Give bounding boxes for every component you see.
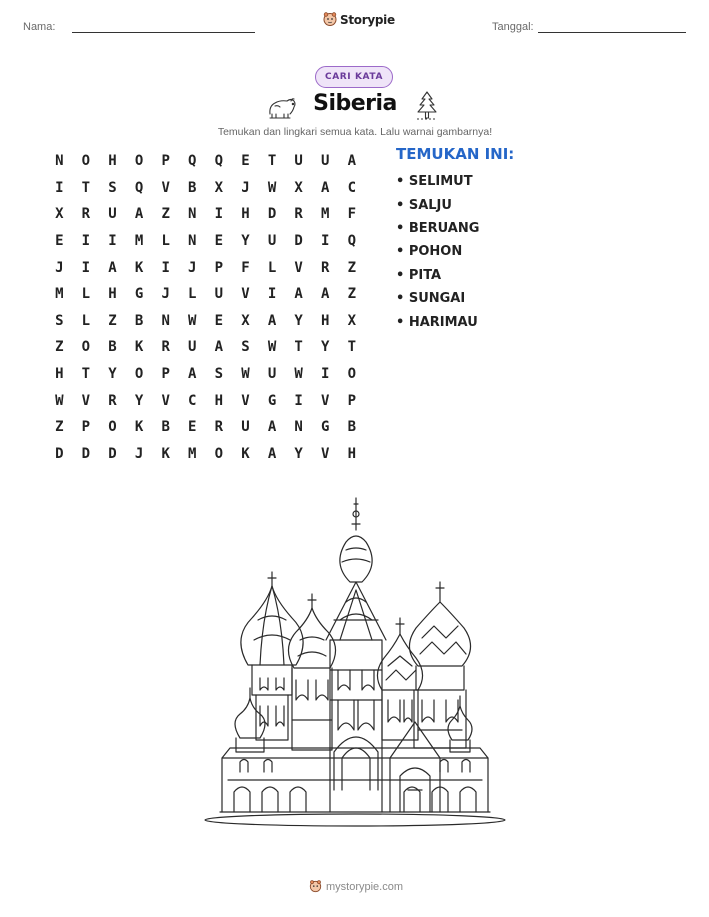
grid-cell[interactable]: M	[55, 286, 64, 303]
grid-cell[interactable]: U	[188, 339, 197, 356]
grid-cell[interactable]: P	[347, 392, 357, 409]
bear-icon	[266, 92, 298, 120]
grid-cell[interactable]: S	[108, 179, 117, 196]
grid-cell[interactable]: A	[267, 445, 277, 462]
grid-cell[interactable]: U	[241, 419, 250, 436]
grid-cell[interactable]: C	[188, 392, 197, 409]
grid-cell[interactable]: V	[241, 286, 250, 303]
grid-cell[interactable]: J	[161, 286, 170, 303]
grid-cell[interactable]: A	[347, 153, 357, 170]
grid-cell[interactable]: V	[294, 259, 303, 276]
grid-cell[interactable]: V	[321, 392, 330, 409]
grid-cell[interactable]: Z	[347, 259, 357, 276]
grid-cell[interactable]: Y	[241, 233, 250, 250]
grid-cell[interactable]: D	[108, 445, 117, 462]
grid-cell[interactable]: Y	[321, 339, 330, 356]
grid-cell[interactable]: I	[321, 366, 330, 383]
grid-cell[interactable]: U	[294, 153, 303, 170]
grid-cell[interactable]: I	[321, 233, 330, 250]
grid-cell[interactable]: L	[188, 286, 197, 303]
grid-cell[interactable]: H	[214, 392, 224, 409]
grid-cell[interactable]: U	[267, 366, 277, 383]
grid-cell[interactable]: X	[347, 312, 357, 329]
grid-cell[interactable]: V	[81, 392, 91, 409]
grid-cell[interactable]: O	[134, 153, 144, 170]
grid-cell[interactable]: E	[214, 312, 224, 329]
grid-cell[interactable]: B	[134, 312, 144, 329]
grid-cell[interactable]: H	[108, 153, 117, 170]
grid-cell[interactable]: O	[81, 153, 91, 170]
grid-cell[interactable]: B	[347, 419, 357, 436]
grid-cell[interactable]: T	[294, 339, 303, 356]
grid-cell[interactable]: N	[188, 206, 197, 223]
date-label: Tanggal:	[492, 21, 534, 33]
grid-cell[interactable]: H	[321, 312, 330, 329]
grid-cell[interactable]: U	[108, 206, 117, 223]
grid-cell[interactable]: W	[55, 392, 64, 409]
grid-cell[interactable]: R	[294, 206, 303, 223]
grid-cell[interactable]: A	[214, 339, 224, 356]
grid-cell[interactable]: Q	[134, 179, 144, 196]
grid-cell[interactable]: T	[81, 179, 91, 196]
grid-cell[interactable]: X	[214, 179, 224, 196]
grid-cell[interactable]: R	[214, 419, 224, 436]
brand-name: Storypie	[340, 12, 395, 27]
grid-cell[interactable]: S	[55, 312, 64, 329]
grid-cell[interactable]: I	[161, 259, 170, 276]
grid-cell[interactable]: W	[267, 179, 277, 196]
grid-cell[interactable]: N	[294, 419, 303, 436]
grid-cell[interactable]: P	[214, 259, 224, 276]
grid-cell[interactable]: R	[81, 206, 91, 223]
grid-cell[interactable]: I	[108, 233, 117, 250]
grid-cell[interactable]: H	[55, 366, 64, 383]
grid-cell[interactable]: N	[161, 312, 170, 329]
grid-cell[interactable]: V	[241, 392, 250, 409]
grid-cell[interactable]: L	[267, 259, 277, 276]
grid-cell[interactable]: B	[108, 339, 117, 356]
grid-cell[interactable]: A	[267, 312, 277, 329]
grid-cell[interactable]: G	[267, 392, 277, 409]
grid-cell[interactable]: Z	[108, 312, 117, 329]
grid-cell[interactable]: A	[188, 366, 197, 383]
storypie-mascot-icon	[323, 12, 337, 27]
grid-cell[interactable]: O	[108, 419, 117, 436]
grid-cell[interactable]: S	[214, 366, 224, 383]
grid-cell[interactable]: F	[347, 206, 357, 223]
grid-cell[interactable]: T	[267, 153, 277, 170]
grid-cell[interactable]: L	[161, 233, 170, 250]
grid-cell[interactable]: R	[108, 392, 117, 409]
grid-cell[interactable]: W	[294, 366, 303, 383]
grid-cell[interactable]: V	[321, 445, 330, 462]
grid-cell[interactable]: H	[108, 286, 117, 303]
grid-cell[interactable]: A	[267, 419, 277, 436]
grid-cell[interactable]: M	[188, 445, 197, 462]
grid-cell[interactable]: Q	[188, 153, 197, 170]
grid-cell[interactable]: T	[81, 366, 91, 383]
grid-cell[interactable]: T	[347, 339, 357, 356]
grid-cell[interactable]: A	[294, 286, 303, 303]
grid-cell[interactable]: K	[241, 445, 250, 462]
grid-cell[interactable]: W	[267, 339, 277, 356]
word-list	[396, 170, 479, 334]
grid-cell[interactable]: A	[321, 286, 330, 303]
grid-cell[interactable]: Z	[55, 419, 64, 436]
grid-cell[interactable]: G	[321, 419, 330, 436]
word-list-item: • HARIMAU	[396, 314, 478, 330]
grid-cell[interactable]: G	[134, 286, 144, 303]
name-line	[72, 32, 255, 33]
grid-cell[interactable]: P	[161, 366, 170, 383]
grid-cell[interactable]: K	[134, 259, 144, 276]
grid-cell[interactable]: X	[294, 179, 303, 196]
grid-cell[interactable]: I	[214, 206, 224, 223]
grid-cell[interactable]: U	[214, 286, 224, 303]
grid-cell[interactable]: O	[347, 366, 357, 383]
grid-cell[interactable]: A	[134, 206, 144, 223]
word-search-grid	[46, 148, 365, 467]
grid-cell[interactable]: K	[134, 419, 144, 436]
footer	[309, 880, 403, 893]
word-list-item: • BERUANG	[396, 220, 480, 236]
grid-cell[interactable]: M	[134, 233, 144, 250]
grid-cell[interactable]: S	[241, 339, 250, 356]
grid-cell[interactable]: O	[214, 445, 224, 462]
word-list-title: TEMUKAN INI:	[396, 145, 515, 163]
grid-cell[interactable]: M	[321, 206, 330, 223]
grid-cell[interactable]: H	[241, 206, 250, 223]
grid-cell[interactable]: X	[55, 206, 64, 223]
grid-cell[interactable]: D	[55, 445, 64, 462]
grid-cell[interactable]: C	[347, 179, 357, 196]
grid-cell[interactable]: P	[161, 153, 170, 170]
word-list-item: • PITA	[396, 267, 442, 283]
grid-cell[interactable]: A	[321, 179, 330, 196]
grid-cell[interactable]: L	[81, 286, 91, 303]
grid-cell[interactable]: J	[55, 259, 64, 276]
grid-cell[interactable]: E	[241, 153, 250, 170]
grid-cell[interactable]: E	[214, 233, 224, 250]
grid-cell[interactable]: O	[134, 366, 144, 383]
grid-cell[interactable]: B	[161, 419, 170, 436]
word-list-item: • POHON	[396, 244, 463, 260]
grid-cell[interactable]: V	[161, 392, 170, 409]
grid-cell[interactable]: W	[241, 366, 250, 383]
grid-cell[interactable]: Y	[134, 392, 144, 409]
storypie-mascot-icon	[309, 880, 322, 893]
grid-cell[interactable]: V	[161, 179, 170, 196]
cathedral-coloring-illustration	[200, 490, 510, 830]
grid-cell[interactable]: R	[321, 259, 330, 276]
grid-cell[interactable]: I	[81, 259, 91, 276]
grid-cell[interactable]: D	[294, 233, 303, 250]
grid-cell[interactable]: P	[81, 419, 91, 436]
grid-cell[interactable]: I	[267, 286, 277, 303]
grid-cell[interactable]: Y	[294, 312, 303, 329]
grid-cell[interactable]: U	[267, 233, 277, 250]
grid-cell[interactable]: Z	[347, 286, 357, 303]
grid-cell[interactable]: O	[81, 339, 91, 356]
grid-cell[interactable]: R	[161, 339, 170, 356]
grid-cell[interactable]: Y	[108, 366, 117, 383]
grid-cell[interactable]: Z	[55, 339, 64, 356]
grid-cell[interactable]: W	[188, 312, 197, 329]
grid-cell[interactable]: E	[55, 233, 64, 250]
grid-cell[interactable]: N	[55, 153, 64, 170]
grid-cell[interactable]: L	[81, 312, 91, 329]
grid-cell[interactable]: H	[347, 445, 357, 462]
brand-logo	[323, 12, 395, 27]
grid-cell[interactable]: Q	[214, 153, 224, 170]
date-line	[538, 32, 686, 33]
activity-badge: CARI KATA	[315, 66, 393, 88]
word-list-item: • SELIMUT	[396, 174, 473, 190]
grid-cell[interactable]: I	[294, 392, 303, 409]
grid-cell[interactable]: F	[241, 259, 250, 276]
grid-cell[interactable]: D	[267, 206, 277, 223]
pine-tree-icon	[414, 90, 440, 122]
grid-cell[interactable]: A	[108, 259, 117, 276]
grid-cell[interactable]: J	[241, 179, 250, 196]
page-title: Siberia	[313, 91, 397, 116]
grid-cell[interactable]: K	[134, 339, 144, 356]
grid-cell[interactable]: J	[188, 259, 197, 276]
grid-cell[interactable]: I	[55, 179, 64, 196]
grid-cell[interactable]: Q	[347, 233, 357, 250]
grid-cell[interactable]: X	[241, 312, 250, 329]
grid-cell[interactable]: B	[188, 179, 197, 196]
grid-cell[interactable]: E	[188, 419, 197, 436]
grid-cell[interactable]: N	[188, 233, 197, 250]
grid-cell[interactable]: U	[321, 153, 330, 170]
grid-cell[interactable]: I	[81, 233, 91, 250]
grid-cell[interactable]: D	[81, 445, 91, 462]
word-list-item: • SUNGAI	[396, 291, 466, 307]
grid-cell[interactable]: K	[161, 445, 170, 462]
grid-cell[interactable]: J	[134, 445, 144, 462]
grid-cell[interactable]: Z	[161, 206, 170, 223]
grid-cell[interactable]: Y	[294, 445, 303, 462]
word-list-item: • SALJU	[396, 197, 452, 213]
footer-url[interactable]: mystorypie.com	[326, 880, 404, 893]
instructions: Temukan dan lingkari semua kata. Lalu warnai gambarnya!	[217, 126, 493, 138]
name-label: Nama:	[23, 21, 56, 33]
